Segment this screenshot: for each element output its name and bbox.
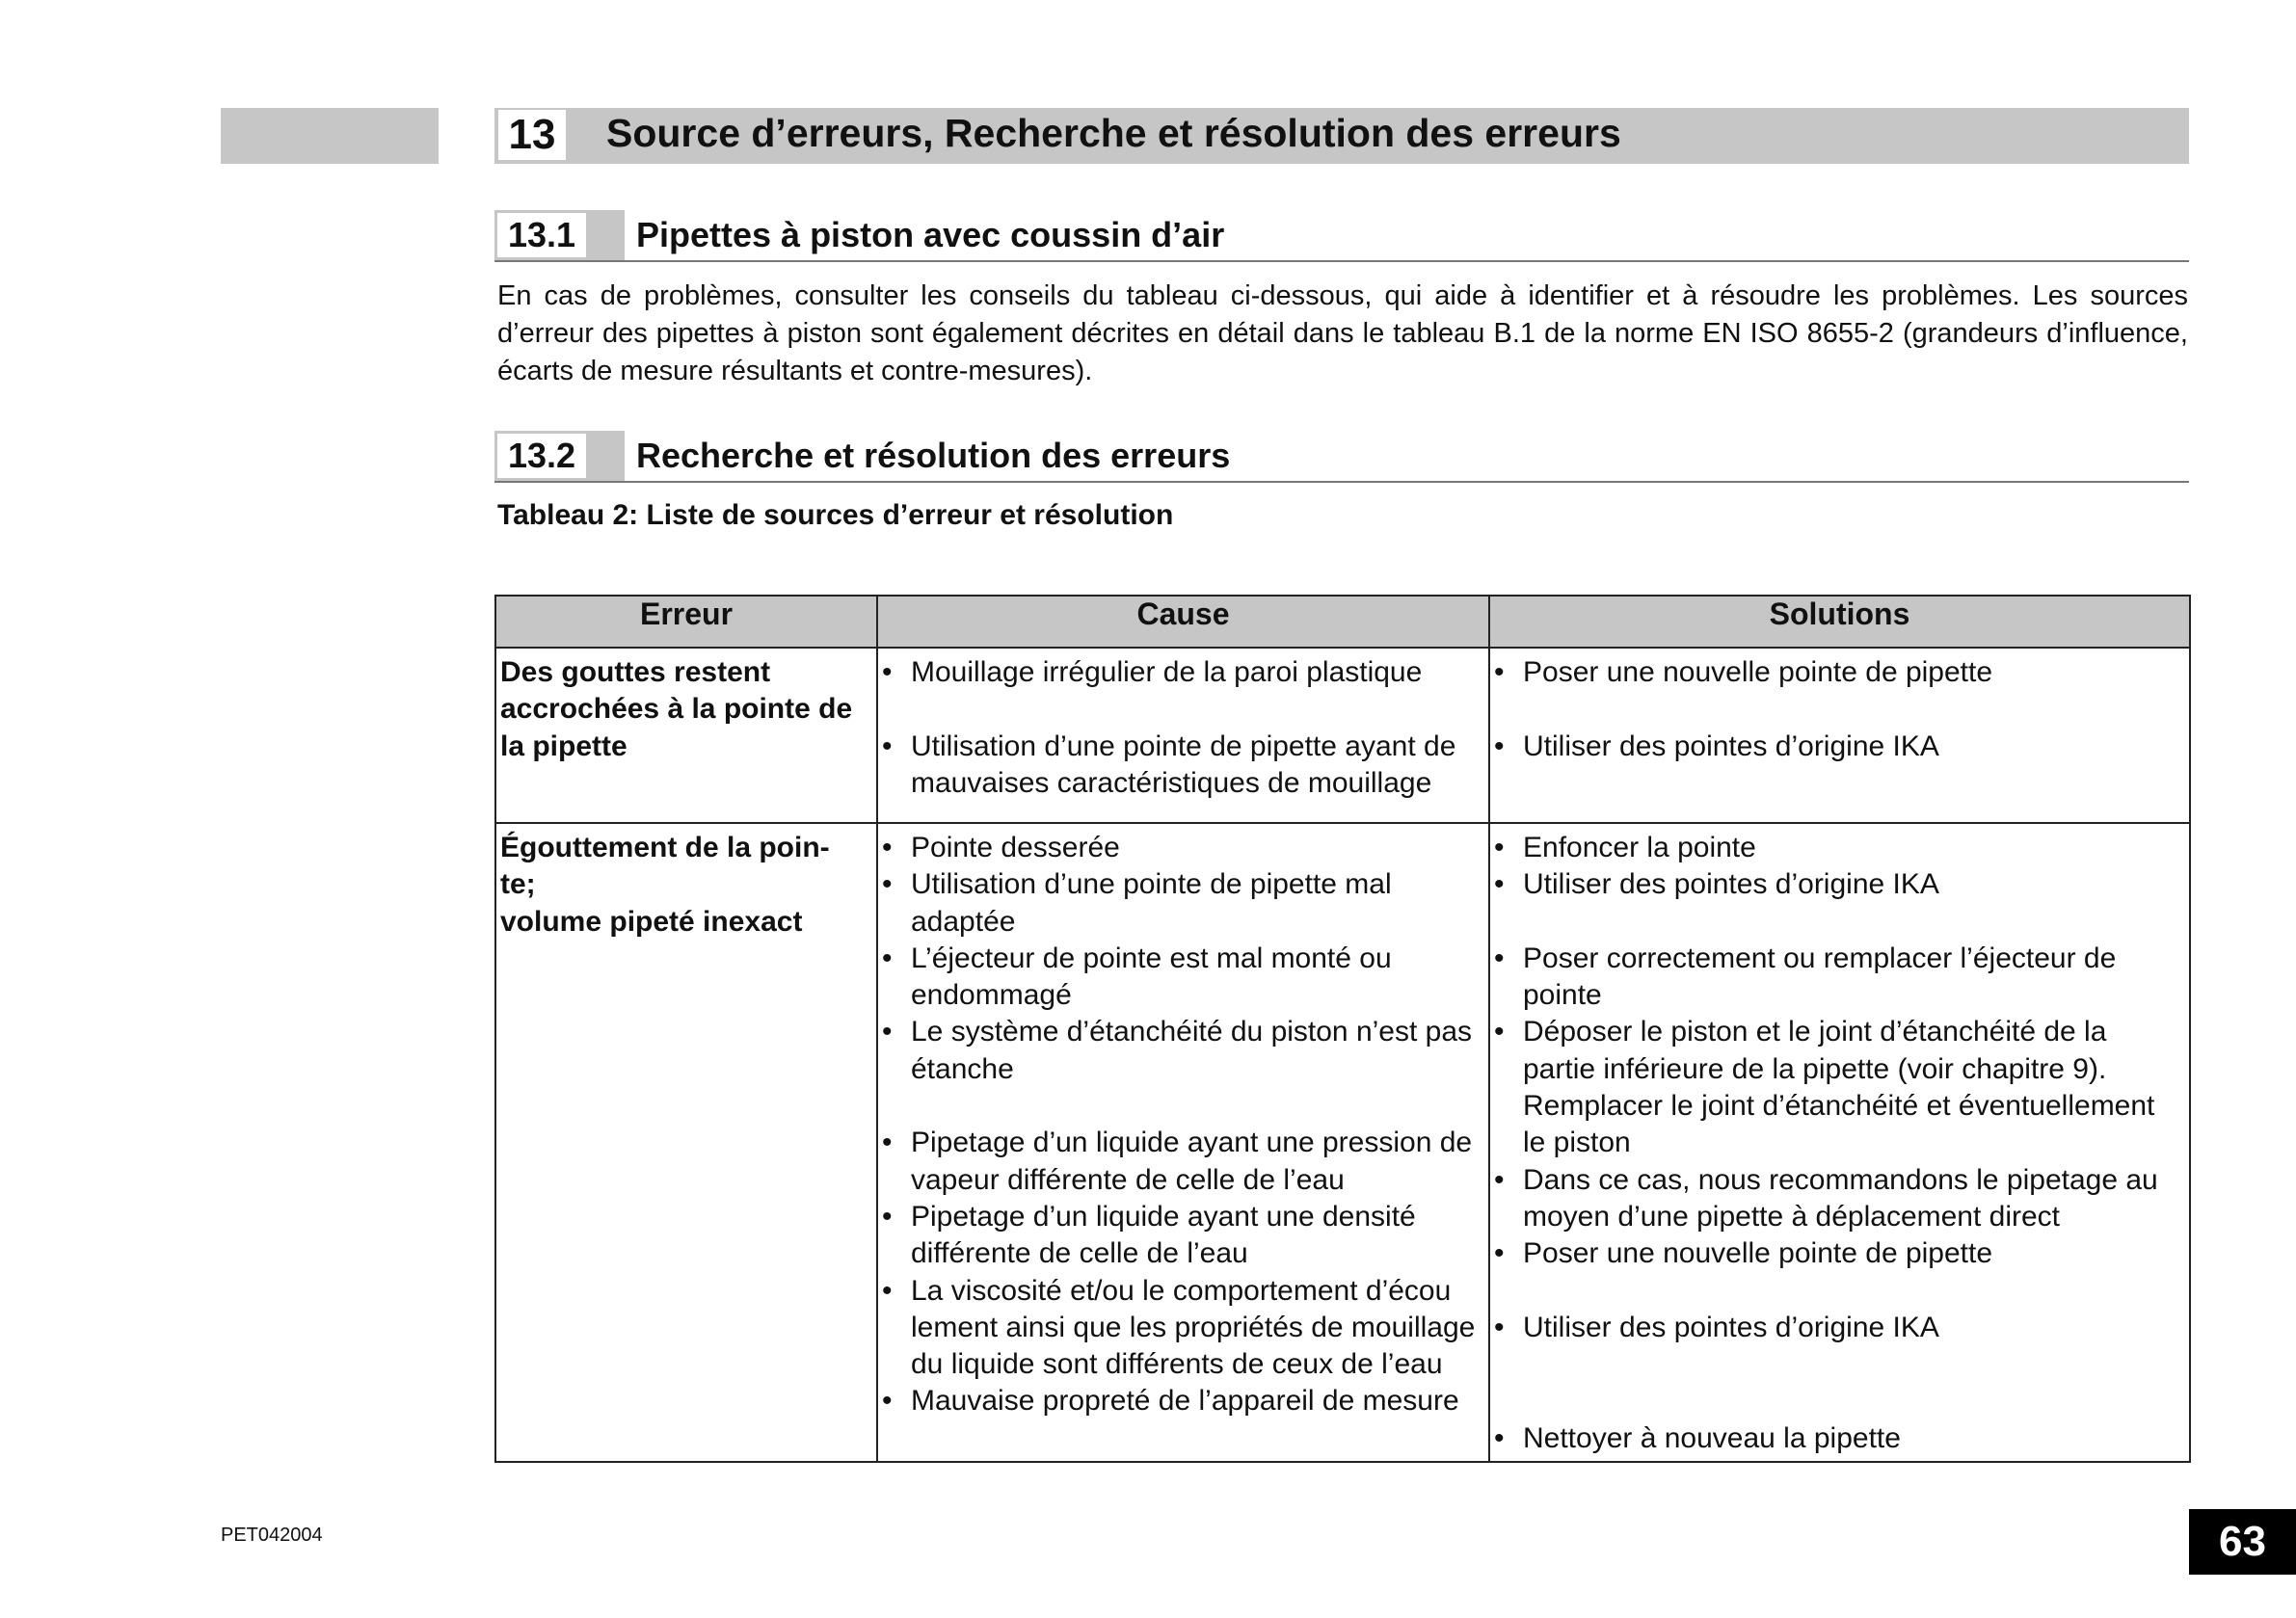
bullet: •: [882, 1016, 893, 1048]
cause-item: • L’éjecteur de pointe est mal monté ou endommagé: [882, 941, 1484, 1015]
error-line: Des gouttes restent: [500, 656, 771, 688]
cause-item: • Pipetage d’un liquide ayant une pression de vapeur différente de celle de l’eau: [882, 1125, 1484, 1199]
cause-item: • Le système d’étanchéité du piston n’est pas étanche: [882, 1014, 1484, 1088]
error-line: accrochées à la pointe de: [500, 693, 853, 726]
section-13-1-header: [494, 210, 2189, 262]
cause-cell: [877, 648, 1489, 823]
section-title: Pipettes à piston avec coussin d’air: [636, 215, 1225, 254]
bullet: •: [1494, 1421, 1505, 1454]
cause-item: • Mauvaise propreté de l’appareil de mesure: [882, 1383, 1484, 1419]
bullet: •: [1494, 868, 1505, 901]
error-table: [494, 595, 2191, 1463]
bullet: •: [882, 1385, 893, 1418]
table-caption: Tableau 2: Liste de sources d’erreur et résolution: [497, 499, 1174, 531]
bullet: •: [882, 1127, 893, 1159]
bullet: •: [882, 942, 893, 974]
error-cell: [495, 823, 877, 1462]
table-row: [495, 648, 2190, 823]
cause-item: • Pointe desserée: [882, 830, 1484, 866]
error-line: la pipette: [500, 729, 627, 762]
bullet: •: [1494, 1237, 1505, 1270]
error-line: Égouttement de la poin-: [500, 832, 830, 863]
bullet: •: [1494, 1016, 1505, 1048]
bullet: •: [1494, 1311, 1505, 1343]
bullet: •: [882, 729, 893, 762]
cause-cell: [877, 823, 1489, 1462]
bullet: •: [1494, 942, 1505, 974]
bullet: •: [1494, 729, 1505, 762]
section-number: 13.2: [497, 434, 586, 478]
header-solutions: Solutions: [1489, 596, 2190, 648]
error-line: te;: [500, 868, 536, 901]
bullet: •: [882, 1274, 893, 1307]
cause-item: • Utilisation d’une pointe de pipette ayant de mauvaises caractéristiques de mouillage: [882, 729, 1484, 803]
document-code: PET042004: [221, 1525, 323, 1546]
page-number: 63: [2189, 1509, 2296, 1575]
solution-item: • Utiliser des pointes d’origine IKA: [1494, 866, 2185, 903]
chapter-number: 13: [498, 110, 566, 160]
solution-item: • Poser correctement ou remplacer l’éjecteur de pointe: [1494, 941, 2185, 1015]
solution-item: • Déposer le piston et le joint d’étanchéité de la partie inférieure de la pipette (voir chapitre 9). Remplacer le joint d’étanchéité et éventuellement le piston: [1494, 1014, 2185, 1161]
cause-item: • Mouillage irrégulier de la paroi plastique: [882, 654, 1484, 691]
header-erreur: Erreur: [495, 596, 877, 648]
section-number: 13.1: [497, 213, 586, 257]
solution-item: • Poser une nouvelle pointe de pipette: [1494, 1235, 2185, 1272]
error-line: volume pipeté inexact: [500, 905, 803, 938]
solution-item: • Utiliser des pointes d’origine IKA: [1494, 1310, 2185, 1346]
solution-item: • Nettoyer à nouveau la pipette: [1494, 1420, 2185, 1457]
solution-item: • Enfoncer la pointe: [1494, 830, 2185, 866]
solution-item: • Poser une nouvelle pointe de pipette: [1494, 654, 2185, 691]
solution-cell: [1489, 823, 2190, 1462]
chapter-title: Source d’erreurs, Recherche et résolution des erreurs: [606, 111, 1621, 155]
section-title: Recherche et résolution des erreurs: [636, 436, 1231, 475]
solution-cell: [1489, 648, 2190, 823]
bullet: •: [882, 1200, 893, 1233]
error-cell: [495, 648, 877, 823]
bullet: •: [1494, 656, 1505, 688]
bullet: •: [882, 656, 893, 688]
table-header-row: [495, 596, 2190, 648]
bullet: •: [1494, 832, 1505, 863]
cause-item: • Utilisation d’une pointe de pipette mal adaptée: [882, 866, 1484, 941]
solution-item: • Utiliser des pointes d’origine IKA: [1494, 729, 2185, 765]
header-cause: Cause: [877, 596, 1489, 648]
cause-item: • La viscosité et/ou le comportement d’écou lement ainsi que les propriétés de mouillage du liquide sont différents de ceux de l’eau: [882, 1273, 1484, 1384]
section-13-2-header: [494, 431, 2189, 483]
cause-item: • Pipetage d’un liquide ayant une densité différente de celle de l’eau: [882, 1199, 1484, 1273]
table-row: [495, 823, 2190, 1462]
solution-item: • Dans ce cas, nous recommandons le pipetage au moyen d’une pipette à déplacement direct: [1494, 1162, 2185, 1236]
intro-paragraph: En cas de problèmes, consulter les conseils du tableau ci-dessous, qui aide à identifier et à résoudre les problèmes. Les sources d’erreur des pipettes à piston sont également décrites en détail dans le tableau B.1 de la norme EN ISO 8655-2 (grandeurs d’influence, écarts de mesure résultants et contre-mesures).: [497, 280, 2188, 386]
bullet: •: [882, 832, 893, 863]
bullet: •: [1494, 1163, 1505, 1196]
left-margin-bar: [221, 108, 439, 164]
bullet: •: [882, 868, 893, 901]
